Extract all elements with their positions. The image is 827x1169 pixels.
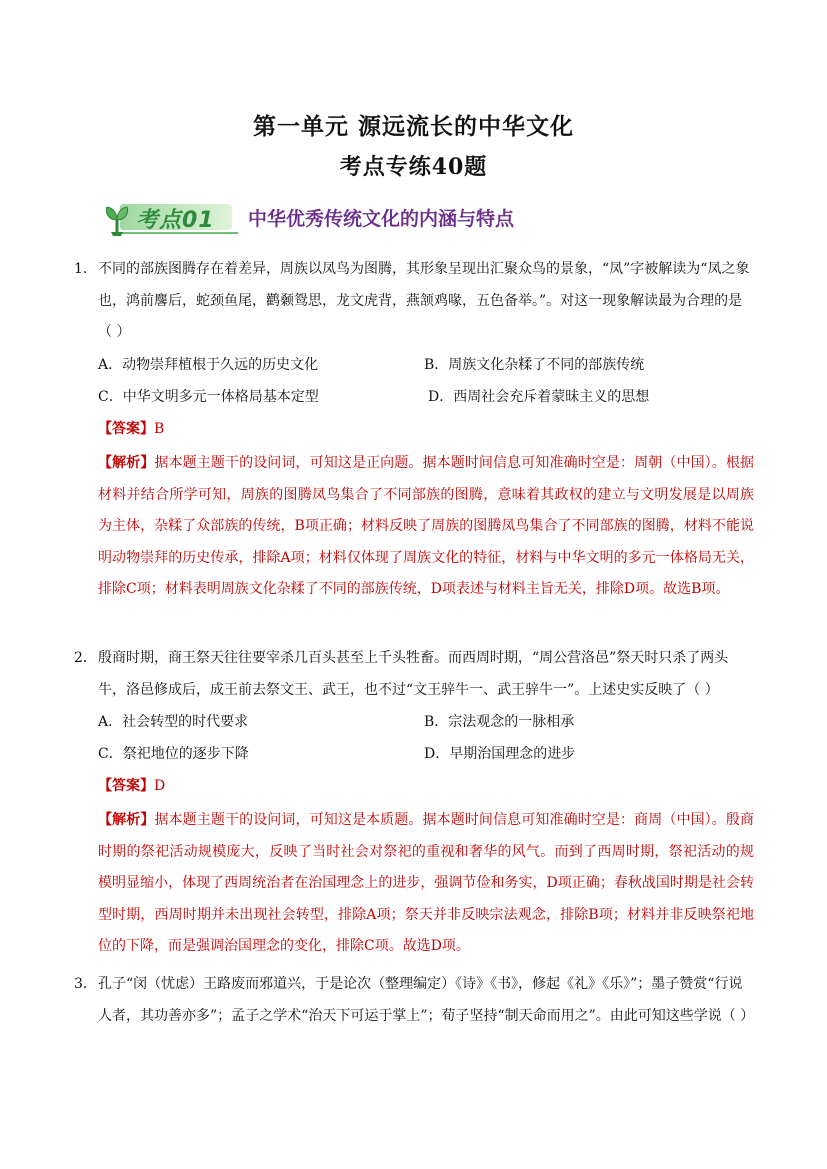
answer-value: B (154, 421, 165, 437)
sprout-icon (102, 202, 132, 236)
option-b: B．宗法观念的一脉相承 (424, 714, 575, 730)
section-badge (102, 202, 234, 232)
question-stem: 殷商时期，商王祭天往往要宰杀几百头甚至上千头牲畜。而西周时期，“周公营洛邑”祭天时只杀了两头牛，洛邑修成后，成王前去祭文王、武王，也不过“文王骍牛一、武王骍牛一”。上述史实反映了（ ） (98, 650, 729, 698)
option-b: B．周族文化杂糅了不同的部族传统 (424, 357, 645, 373)
explanation-text: 据本题主题干的设问词，可知这是正向题。据本题时间信息可知准确时空是：周朝（中国）。根据材料并结合所学可知，周族的图腾凤鸟集合了不同部族的图腾，意味着其政权的建立与文明发展是以周族为主体，杂糅了众部族的传统，B项正确；材料反映了周族的图腾凤鸟集合了不同部族的图腾，材料不能说明动物崇拜的历史传承，排除A项；材料仅体现了周族文化的特征，材料与中华文明的多元一体格局无关，排除C项；材料表明周族文化杂糅了不同的部族传统，D项表述与材料主旨无关，排除D项。故选B项。 (98, 455, 755, 597)
option-c: C．祭祀地位的逐步下降 (98, 746, 249, 762)
question-1 (74, 254, 754, 349)
question-stem: 孔子“闵（忧虑）王路废而邪道兴，于是论次（整理编定）《诗》《书》，修起《礼》《乐》”；墨子赞赏“行说人者，其功善亦多”；孟子之学术“治天下可运于掌上”；荀子坚持“制天命而用之”。由此可知这些学说（ ） (98, 976, 755, 1024)
answer-line (98, 414, 164, 446)
option-a: A．动物崇拜植根于久远的历史文化 (98, 357, 319, 373)
answer-tag: 【答案】 (98, 778, 154, 794)
explanation-text: 据本题主题干的设问词，可知这是本质题。据本题时间信息可知准确时空是：商周（中国）。殷商时期的祭祀活动规模庞大，反映了当时社会对祭祀的重视和奢华的风气。而到了西周时期，祭祀活动的规模明显缩小，体现了西周统治者在治国理念上的进步，强调节俭和务实，D项正确；春秋战国时期是社会转型时期，西周时期并未出现社会转型，排除A项；祭天并非反映宗法观念，排除B项；材料并非反映祭祀地位的下降，而是强调治国理念的变化，排除C项。故选D项。 (98, 812, 755, 954)
section-badge-label: 考点01 (136, 208, 215, 233)
unit-title: 第一单元 源远流长的中华文化 (252, 113, 574, 140)
option-c: C．中华文明多元一体格局基本定型 (98, 389, 319, 405)
section-header (102, 198, 622, 242)
answer-value: D (154, 778, 166, 794)
explanation-tag: 【解析】 (98, 812, 155, 828)
explanation (98, 448, 754, 606)
question-number: 3． (74, 976, 97, 992)
explanation (98, 805, 754, 963)
answer-line (98, 771, 165, 803)
section-title: 中华优秀传统文化的内涵与特点 (248, 208, 515, 230)
subtitle: 考点专练40题 (339, 154, 488, 180)
question-stem: 不同的部族图腾存在着差异，周族以凤鸟为图腾，其形象呈现出汇聚众鸟的景象，“凤”字被解读为“凤之象也，鸿前麐后，蛇颈鱼尾，鹳颡鸳思，龙文虎背，燕颔鸡喙，五色备举。”。对这一现象解读最为合理的是（ ） (98, 261, 750, 340)
option-d: D．早期治国理念的进步 (424, 746, 576, 762)
question-2 (74, 643, 754, 706)
explanation-tag: 【解析】 (98, 455, 155, 471)
question-3 (74, 969, 754, 1032)
question-number: 1． (74, 261, 97, 277)
option-d: D．西周社会充斥着蒙昧主义的思想 (428, 389, 650, 405)
question-number: 2． (74, 650, 97, 666)
option-a: A．社会转型的时代要求 (98, 714, 249, 730)
answer-tag: 【答案】 (98, 421, 154, 437)
